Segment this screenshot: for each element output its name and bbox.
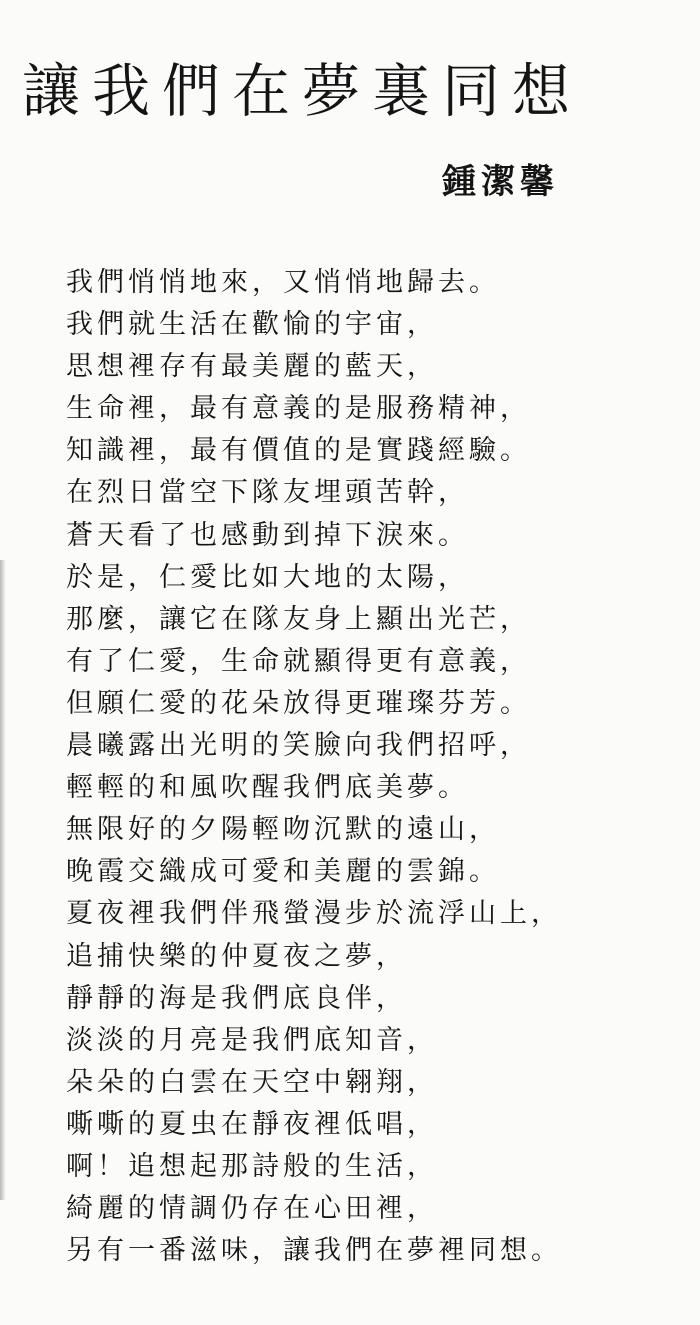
poem-line: 追捕快樂的仲夏夜之夢，	[66, 940, 407, 972]
poem-line: 無限好的夕陽輕吻沉默的遠山，	[66, 814, 500, 846]
poem-line: 於是，仁愛比如大地的太陽，	[66, 561, 469, 593]
poem-line: 那麼，讓它在隊友身上顯出光芒，	[66, 603, 531, 635]
poem-line: 另有一番滋味，讓我們在夢裡同想。	[66, 1235, 562, 1267]
poem-line: 但願仁愛的花朵放得更璀璨芬芳。	[66, 687, 531, 719]
page-edge-shadow	[0, 560, 6, 1200]
poem-line: 靜靜的海是我們底良伴，	[66, 982, 407, 1014]
poem-line: 輕輕的和風吹醒我們底美夢。	[66, 772, 469, 804]
poem-line: 晨曦露出光明的笑臉向我們招呼，	[66, 730, 531, 762]
poem-line: 有了仁愛，生命就顯得更有意義，	[66, 645, 531, 677]
poem-line: 晚霞交織成可愛和美麗的雲錦。	[66, 856, 500, 888]
poem-line: 嘶嘶的夏虫在靜夜裡低唱，	[66, 1108, 438, 1140]
poem-line: 淡淡的月亮是我們底知音，	[66, 1024, 438, 1056]
poem-line: 朵朵的白雲在天空中翱翔，	[66, 1066, 438, 1098]
poem-line: 思想裡存有最美麗的藍天，	[66, 351, 438, 383]
poem-line: 在烈日當空下隊友埋頭苦幹，	[66, 477, 469, 509]
poem-line: 我們悄悄地來，又悄悄地歸去。	[66, 267, 500, 298]
poem-line: 蒼天看了也感動到掉下淚來。	[66, 519, 469, 551]
poem-author: 鍾潔馨	[442, 162, 559, 202]
poem-body	[66, 262, 686, 1272]
poem-line: 我們就生活在歡愉的宇宙，	[66, 309, 438, 341]
poem-line: 夏夜裡我們伴飛螢漫步於流浮山上，	[66, 898, 562, 930]
poem-title: 讓我們在夢裏同想	[22, 57, 583, 125]
poem-line: 生命裡，最有意義的是服務精神，	[66, 393, 531, 425]
poem-line: 啊！追想起那詩般的生活，	[66, 1150, 438, 1182]
poem-line: 綺麗的情調仍存在心田裡，	[66, 1193, 438, 1225]
poem-line: 知識裡，最有價值的是實踐經驗。	[66, 435, 531, 467]
